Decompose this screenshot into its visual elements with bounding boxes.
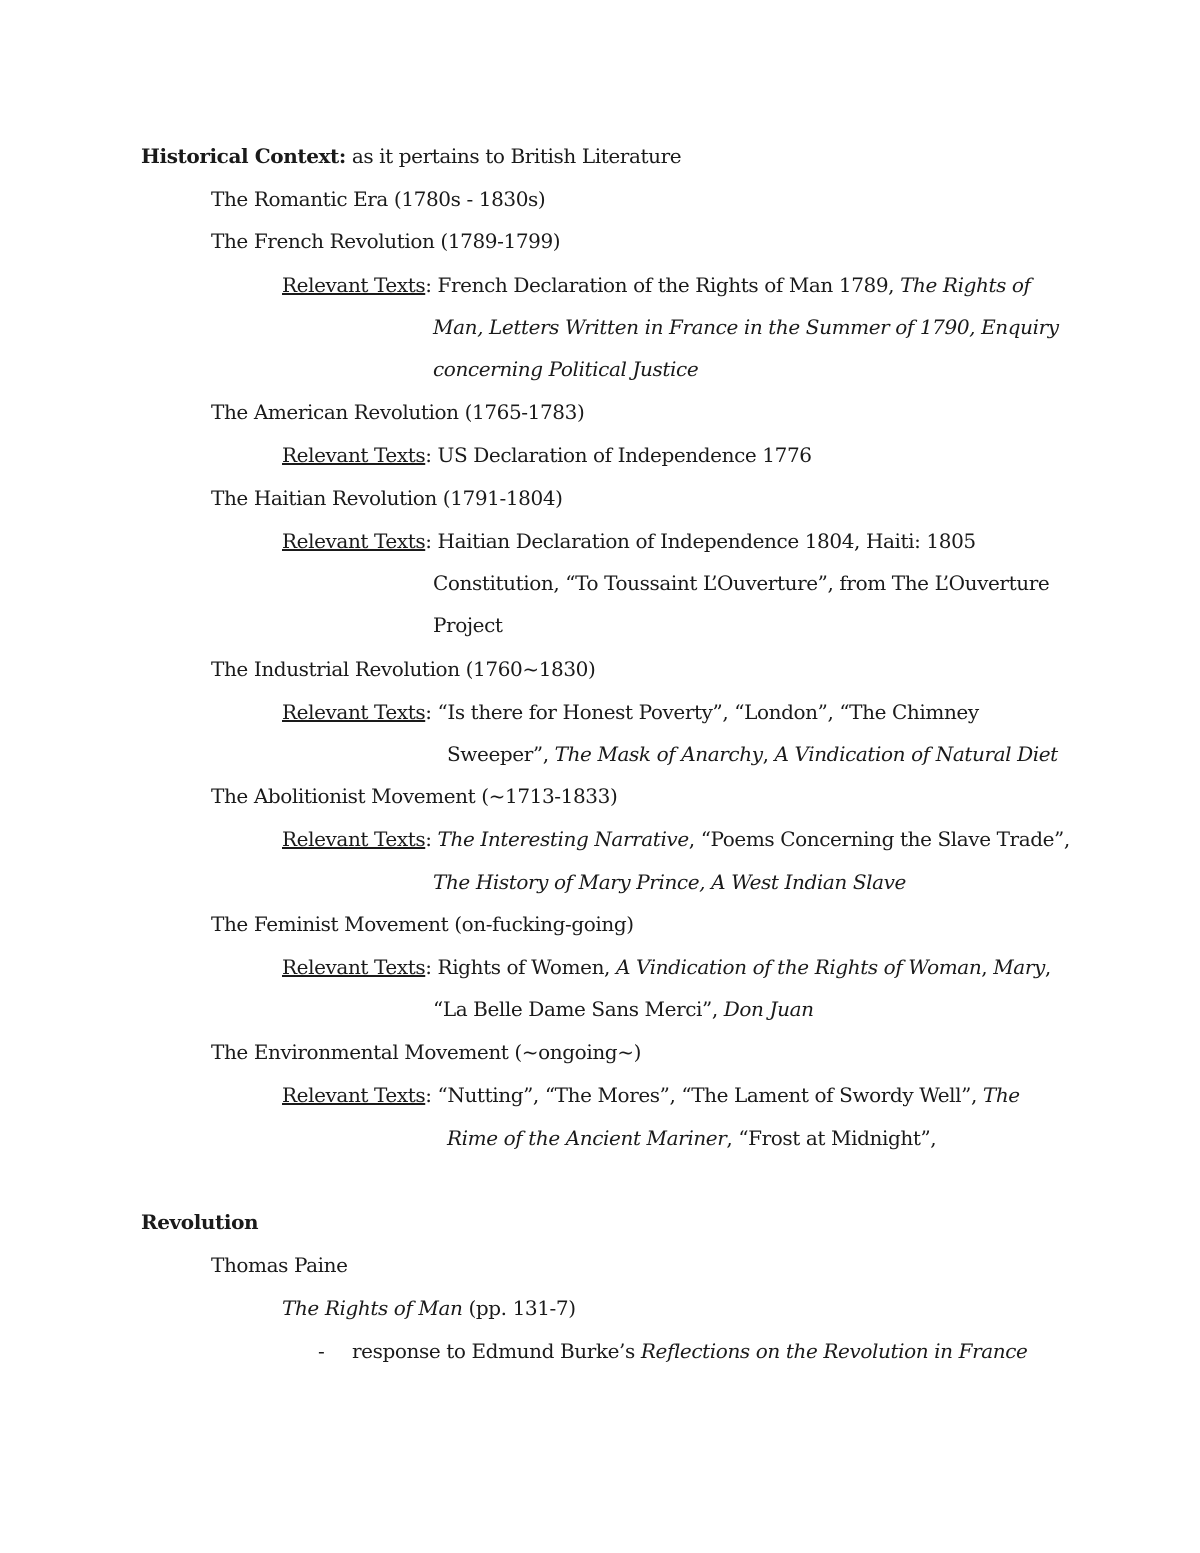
feminist-line1-italic-2: Mary	[993, 955, 1045, 979]
abolitionist-relevant-texts-line-1	[282, 825, 1070, 853]
industrial-line2-italic-2: A Vindication of Natural Diet	[774, 742, 1058, 766]
industrial-line2-italic-1: The Mask of Anarchy	[554, 742, 763, 766]
environmental-relevant-texts-line-1	[282, 1081, 1020, 1109]
french-texts-italic: The Rights of	[900, 273, 1031, 297]
feminist-relevant-texts-line-2	[433, 995, 814, 1023]
separator: ,	[762, 742, 775, 766]
american-revolution-title: The American Revolution (1765-1783)	[211, 400, 585, 424]
historical-context-heading-line	[141, 142, 681, 170]
french-texts-plain: French Declaration of the Rights of Man 1789,	[437, 273, 901, 297]
environmental-relevant-texts-line-2	[447, 1124, 936, 1152]
french-relevant-texts-line-1	[282, 271, 1031, 299]
feminist-line2-italic: Don Juan	[723, 997, 814, 1021]
environmental-line1-italic: The	[982, 1083, 1020, 1107]
relevant-texts-label: Relevant Texts	[282, 529, 426, 553]
rights-of-man-pages: (pp. 131-7)	[462, 1296, 576, 1320]
trailing-comma: ,	[1044, 955, 1051, 979]
label-colon: :	[425, 443, 438, 467]
industrial-line2-plain: Sweeper”,	[447, 742, 555, 766]
section-heading: Historical Context:	[141, 144, 346, 168]
haitian-relevant-texts-line-2: Constitution, “To Toussaint L’Ouverture”, from The L’Ouverture	[433, 571, 1050, 595]
relevant-texts-label: Relevant Texts	[282, 443, 426, 467]
burke-response-plain: response to Edmund Burke’s	[352, 1339, 641, 1363]
relevant-texts-label: Relevant Texts	[282, 700, 426, 724]
rights-of-man-title: The Rights of Man	[282, 1296, 463, 1320]
environmental-movement-title: The Environmental Movement (~ongoing~)	[211, 1040, 641, 1064]
burke-response-italic: Reflections on the Revolution in France	[640, 1339, 1028, 1363]
label-colon: :	[425, 529, 438, 553]
environmental-line2-plain: , “Frost at Midnight”,	[726, 1126, 937, 1150]
thomas-paine-line: Thomas Paine	[211, 1253, 348, 1277]
relevant-texts-label: Relevant Texts	[282, 273, 426, 297]
relevant-texts-label: Relevant Texts	[282, 955, 426, 979]
american-texts: US Declaration of Independence 1776	[437, 443, 812, 467]
abolitionist-line1-plain: , “Poems Concerning the Slave Trade”,	[688, 827, 1070, 851]
environmental-line2-italic: Rime of the Ancient Mariner	[447, 1126, 727, 1150]
feminist-line1-plain: Rights of Women,	[437, 955, 616, 979]
feminist-line1-italic-1: A Vindication of the Rights of Woman	[615, 955, 982, 979]
abolitionist-relevant-texts-line-2: The History of Mary Prince, A West Indian Slave	[433, 870, 906, 894]
abolitionist-movement-title: The Abolitionist Movement (~1713-1833)	[211, 784, 618, 808]
label-colon: :	[425, 273, 438, 297]
rights-of-man-line	[282, 1294, 576, 1322]
feminist-relevant-texts-line-1	[282, 953, 1051, 981]
french-revolution-title: The French Revolution (1789-1799)	[211, 229, 561, 253]
abolitionist-line1-italic: The Interesting Narrative	[437, 827, 689, 851]
haitian-relevant-texts-line-3: Project	[433, 613, 503, 637]
haitian-texts-line-1: Haitian Declaration of Independence 1804, Haiti: 1805	[437, 529, 976, 553]
environmental-line1-plain: “Nutting”, “The Mores”, “The Lament of Swordy Well”,	[437, 1083, 983, 1107]
label-colon: :	[425, 955, 438, 979]
romantic-era-line: The Romantic Era (1780s - 1830s)	[211, 187, 546, 211]
relevant-texts-label: Relevant Texts	[282, 827, 426, 851]
haitian-relevant-texts-line-1	[282, 527, 976, 555]
section-subheading: as it pertains to British Literature	[345, 144, 682, 168]
separator: ,	[981, 955, 994, 979]
french-relevant-texts-line-2: Man, Letters Written in France in the Summer of 1790, Enquiry	[433, 315, 1059, 339]
american-relevant-texts-line-1	[282, 441, 812, 469]
bullet-dash: -	[318, 1339, 325, 1363]
haitian-revolution-title: The Haitian Revolution (1791-1804)	[211, 486, 563, 510]
burke-response-line	[352, 1337, 1027, 1365]
feminist-line2-plain: “La Belle Dame Sans Merci”,	[433, 997, 724, 1021]
label-colon: :	[425, 827, 438, 851]
industrial-revolution-title: The Industrial Revolution (1760~1830)	[211, 657, 596, 681]
feminist-movement-title: The Feminist Movement (on-fucking-going)	[211, 912, 634, 936]
french-relevant-texts-line-3: concerning Political Justice	[433, 357, 699, 381]
relevant-texts-label: Relevant Texts	[282, 1083, 426, 1107]
label-colon: :	[425, 1083, 438, 1107]
industrial-relevant-texts-line-2	[447, 740, 1058, 768]
industrial-texts-line-1: “Is there for Honest Poverty”, “London”, “The Chimney	[437, 700, 979, 724]
industrial-relevant-texts-line-1	[282, 698, 979, 726]
label-colon: :	[425, 700, 438, 724]
revolution-heading: Revolution	[141, 1210, 259, 1234]
